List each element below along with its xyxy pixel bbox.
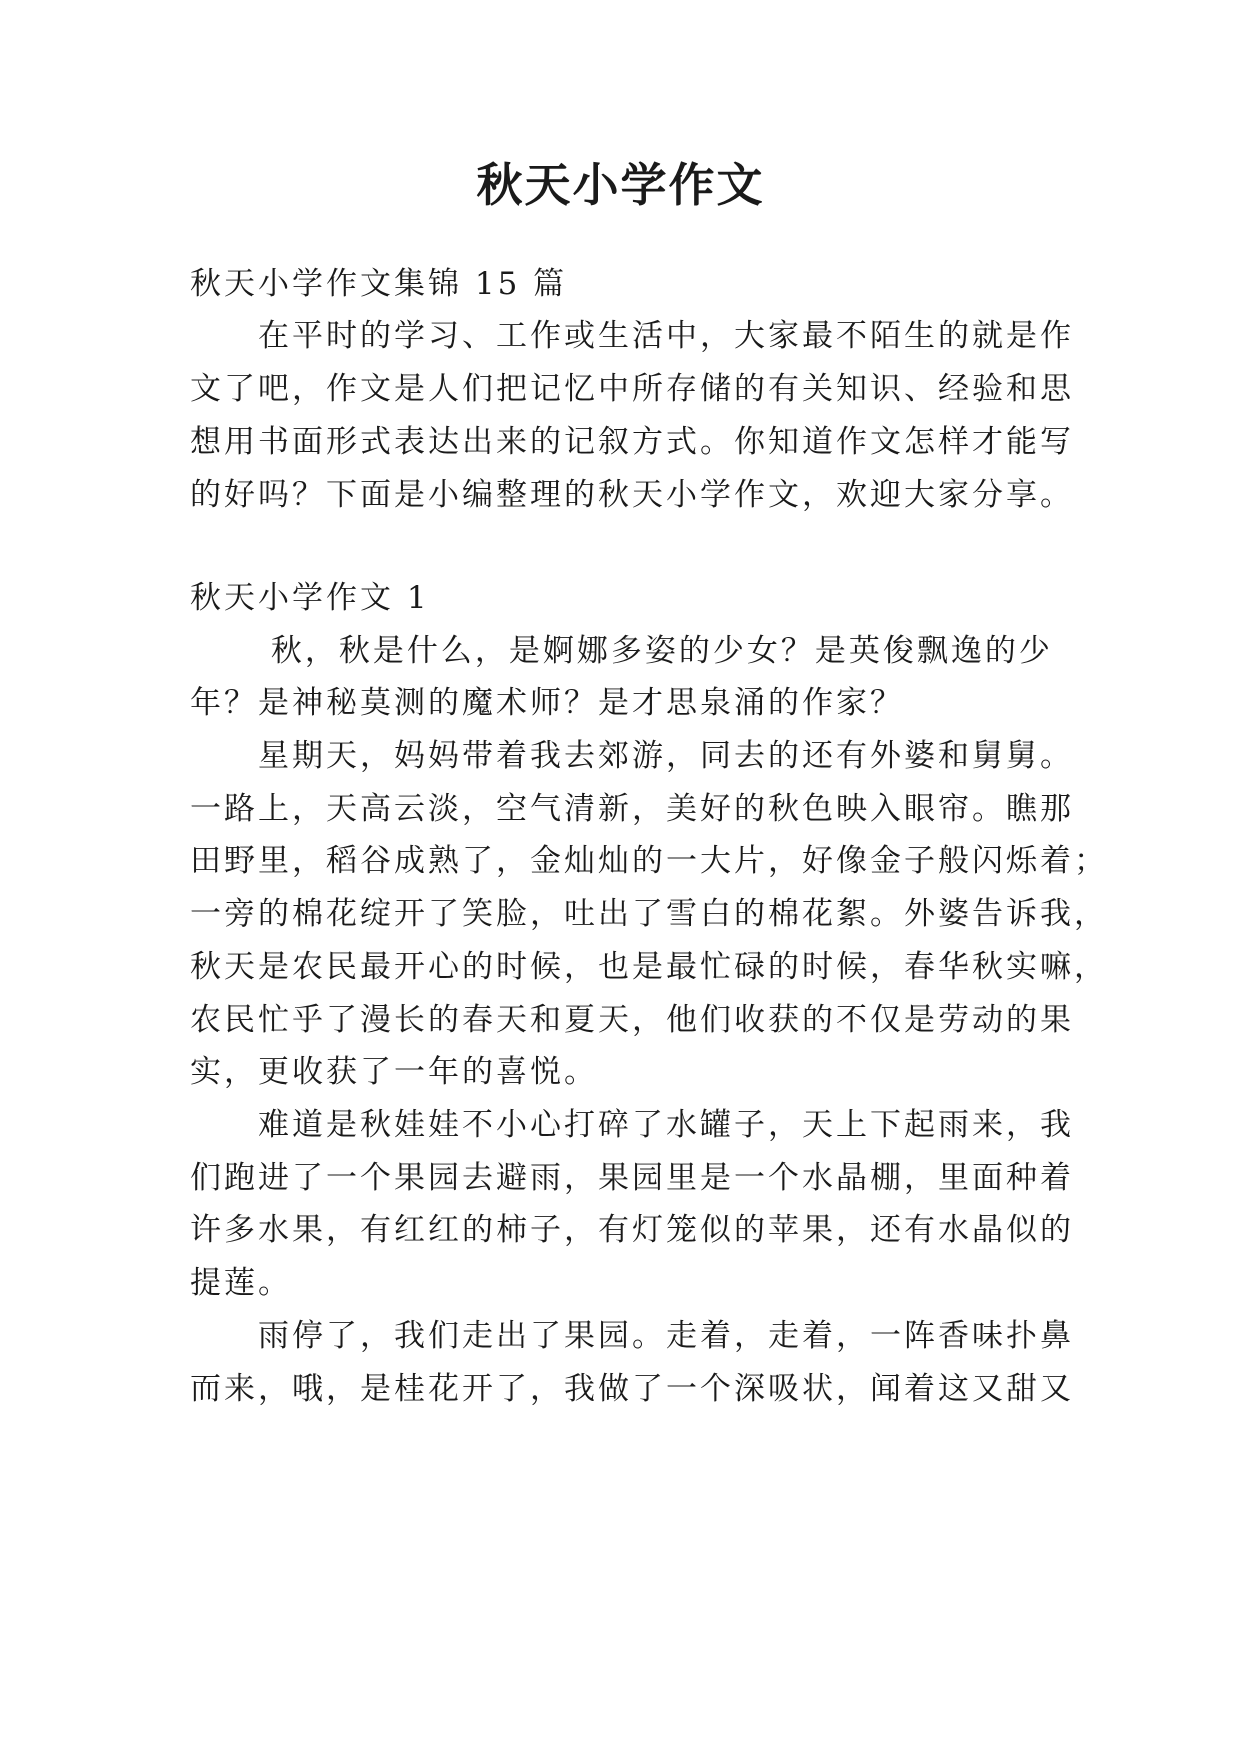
document-title: 秋天小学作文 — [476, 158, 765, 212]
body-line: 秋，秋是什么，是婀娜多姿的少女？是英俊飘逸的少 — [190, 633, 1053, 669]
body-line: 难道是秋娃娃不小心打碎了水罐子，天上下起雨来，我 — [190, 1107, 1074, 1143]
body-line: 提莲。 — [190, 1265, 292, 1301]
body-line: 而来，哦，是桂花开了，我做了一个深吸状，闻着这又甜又 — [190, 1371, 1074, 1407]
body-line: 雨停了，我们走出了果园。走着，走着，一阵香味扑鼻 — [190, 1318, 1074, 1354]
body-line: 年？是神秘莫测的魔术师？是才思泉涌的作家？ — [190, 685, 904, 721]
section-heading: 秋天小学作文 1 — [190, 580, 430, 616]
body-line: 秋天是农民最开心的时候，也是最忙碌的时候，春华秋实嘛， — [190, 949, 1108, 985]
body-line: 们跑进了一个果园去避雨，果园里是一个水晶棚，里面种着 — [190, 1160, 1074, 1196]
body-line: 许多水果，有红红的柿子，有灯笼似的苹果，还有水晶似的 — [190, 1212, 1074, 1248]
subtitle-line: 秋天小学作文集锦 15 篇 — [190, 266, 568, 302]
intro-line: 在平时的学习、工作或生活中，大家最不陌生的就是作 — [190, 318, 1074, 354]
intro-line: 想用书面形式表达出来的记叙方式。你知道作文怎样才能写 — [190, 424, 1074, 460]
body-line: 实，更收获了一年的喜悦。 — [190, 1054, 598, 1090]
body-line: 一旁的棉花绽开了笑脸，吐出了雪白的棉花絮。外婆告诉我， — [190, 896, 1108, 932]
body-line: 农民忙乎了漫长的春天和夏天，他们收获的不仅是劳动的果 — [190, 1002, 1074, 1038]
body-line: 星期天，妈妈带着我去郊游，同去的还有外婆和舅舅。 — [190, 738, 1074, 774]
intro-line: 文了吧，作文是人们把记忆中所存储的有关知识、经验和思 — [190, 371, 1074, 407]
intro-line: 的好吗？下面是小编整理的秋天小学作文，欢迎大家分享。 — [190, 477, 1074, 513]
body-line: 田野里，稻谷成熟了，金灿灿的一大片，好像金子般闪烁着； — [190, 843, 1108, 879]
body-line: 一路上，天高云淡，空气清新，美好的秋色映入眼帘。瞧那 — [190, 791, 1074, 827]
